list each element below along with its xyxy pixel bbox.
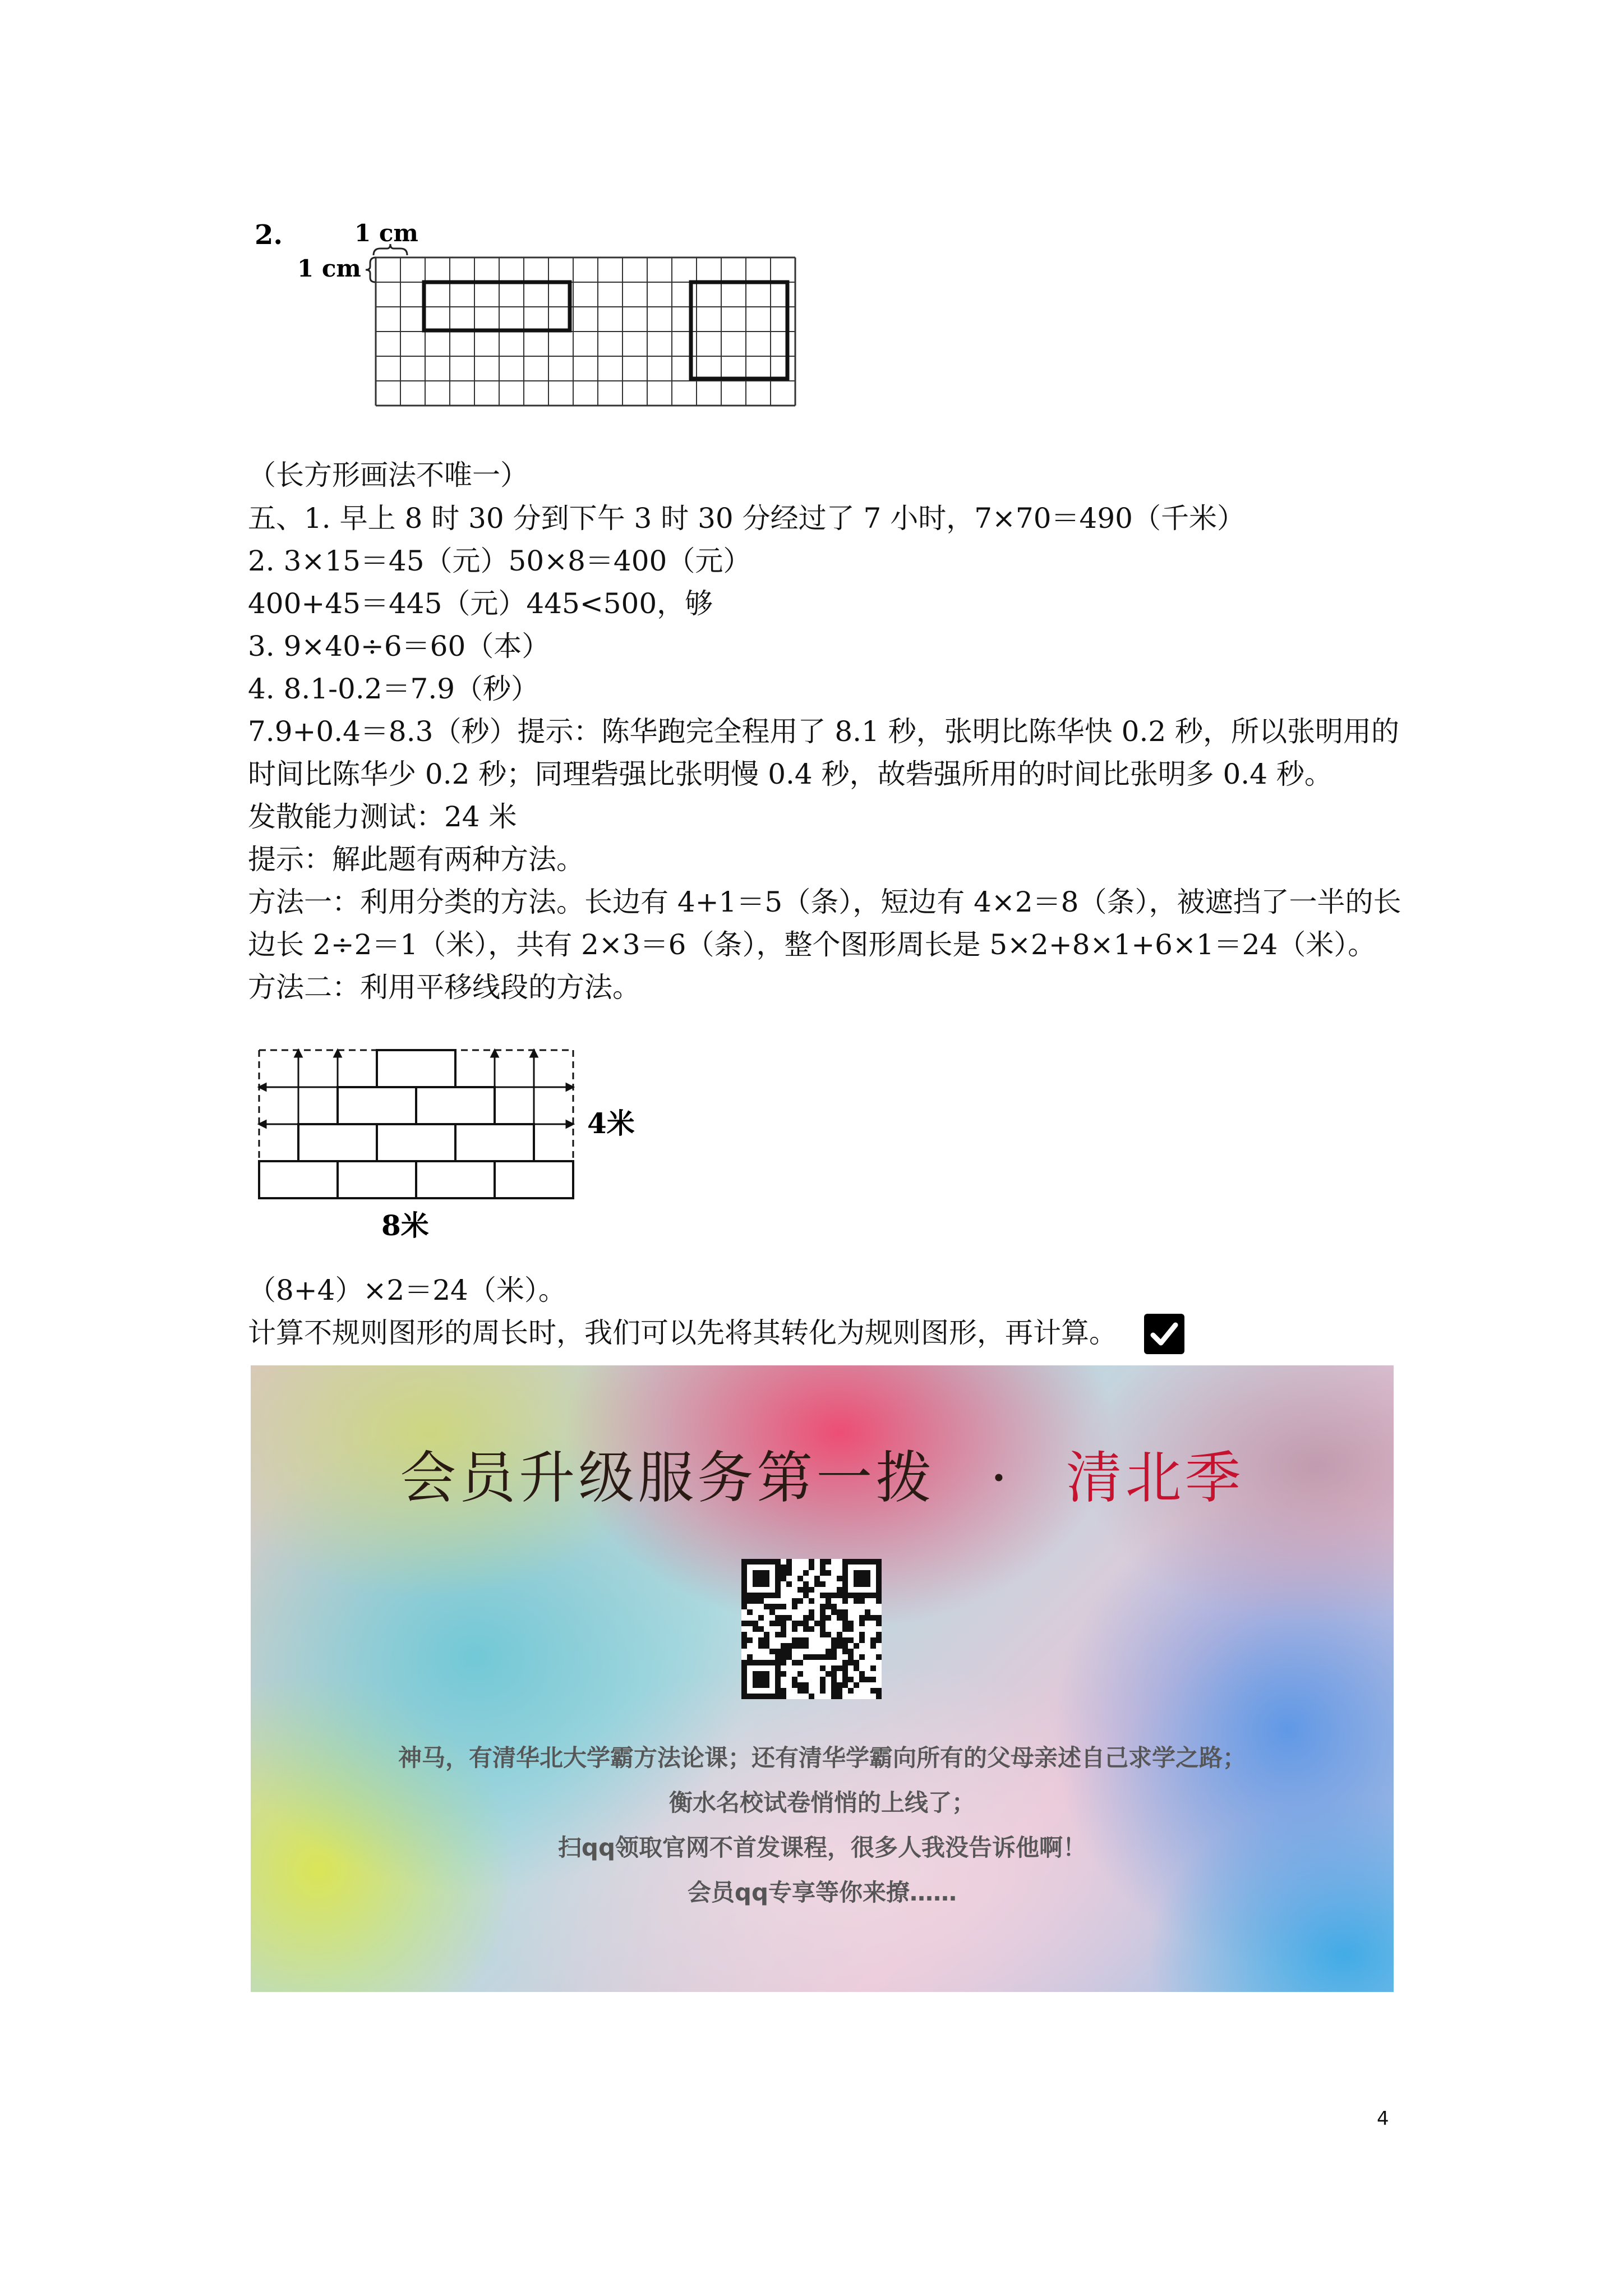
banner-title	[251, 1433, 1394, 1513]
grid-figure	[248, 222, 887, 435]
figure-number: 2.	[255, 222, 283, 251]
unit-label-top: 1 cm	[354, 222, 418, 247]
answer-line: 边长 2÷2＝1（米），共有 2×3＝6（条），整个图形周长是 5×2+8×1+6×1＝24（米）。	[248, 928, 1376, 961]
brick	[495, 1161, 573, 1198]
width-label: 8米	[381, 1209, 429, 1242]
banner-line: 会员qq专享等你来撩……	[687, 1879, 957, 1906]
promo-banner	[251, 1365, 1394, 1992]
brick	[455, 1124, 534, 1161]
brick	[298, 1124, 377, 1161]
rectangle-right	[691, 282, 787, 379]
brick	[377, 1124, 455, 1161]
brick	[377, 1050, 455, 1087]
banner-title-dot: ·	[990, 1445, 1011, 1511]
brick	[338, 1161, 416, 1198]
brick	[338, 1087, 416, 1124]
answer-line: 4. 8.1-0.2＝7.9（秒）	[248, 673, 540, 705]
height-label: 4米	[587, 1107, 635, 1140]
answer-line: 方法一：利用分类的方法。长边有 4+1＝5（条），短边有 4×2＝8（条），被遮挡了一半的长	[248, 886, 1401, 918]
answer-line: 7.9+0.4＝8.3（秒）提示：陈华跑完全程用了 8.1 秒，张明比陈华快 0.2 秒，所以张明用的	[248, 715, 1400, 748]
brick	[416, 1161, 495, 1198]
answer-line: 五、1. 早上 8 时 30 分到下午 3 时 30 分经过了 7 小时，7×70＝490（千米）	[248, 502, 1245, 535]
qr-code[interactable]	[741, 1559, 882, 1699]
brick-figure	[248, 1032, 652, 1245]
checkmark-icon	[1144, 1314, 1184, 1354]
banner-line: 扫qq领取官网不首发课程，很多人我没告诉他啊！	[557, 1834, 1087, 1861]
unit-label-left: 1 cm	[297, 255, 361, 282]
answer-line: （8+4）×2＝24（米）。	[248, 1274, 566, 1306]
banner-title-main: 会员升级服务第一拨	[400, 1445, 935, 1511]
answer-line: 时间比陈华少 0.2 秒；同理砦强比张明慢 0.4 秒，故砦强所用的时间比张明多 0.4 秒。	[248, 758, 1332, 790]
answer-line: 提示：解此题有两种方法。	[248, 843, 584, 876]
answer-line: 发散能力测试：24 米	[248, 800, 517, 833]
banner-line: 衡水名校试卷悄悄的上线了；	[668, 1789, 975, 1816]
brick	[259, 1161, 338, 1198]
answer-line: 方法二：利用平移线段的方法。	[248, 971, 640, 1004]
note-line: （长方形画法不唯一）	[248, 459, 528, 491]
banner-line: 神马，有清华北大学霸方法论课；还有清华学霸向所有的父母亲述自己求学之路；	[398, 1744, 1246, 1772]
unit-brace-left	[366, 257, 376, 282]
summary-line: 计算不规则图形的周长时，我们可以先将其转化为规则图形，再计算。	[248, 1317, 1117, 1349]
answer-line: 3. 9×40÷6＝60（本）	[248, 630, 550, 662]
answer-line: 400+45＝445（元）445<500，够	[248, 587, 713, 620]
banner-title-accent: 清北季	[1066, 1445, 1244, 1511]
page-number: 4	[1377, 2108, 1389, 2130]
answer-line: 2. 3×15＝45（元）50×8＝400（元）	[248, 545, 751, 577]
brick	[416, 1087, 495, 1124]
